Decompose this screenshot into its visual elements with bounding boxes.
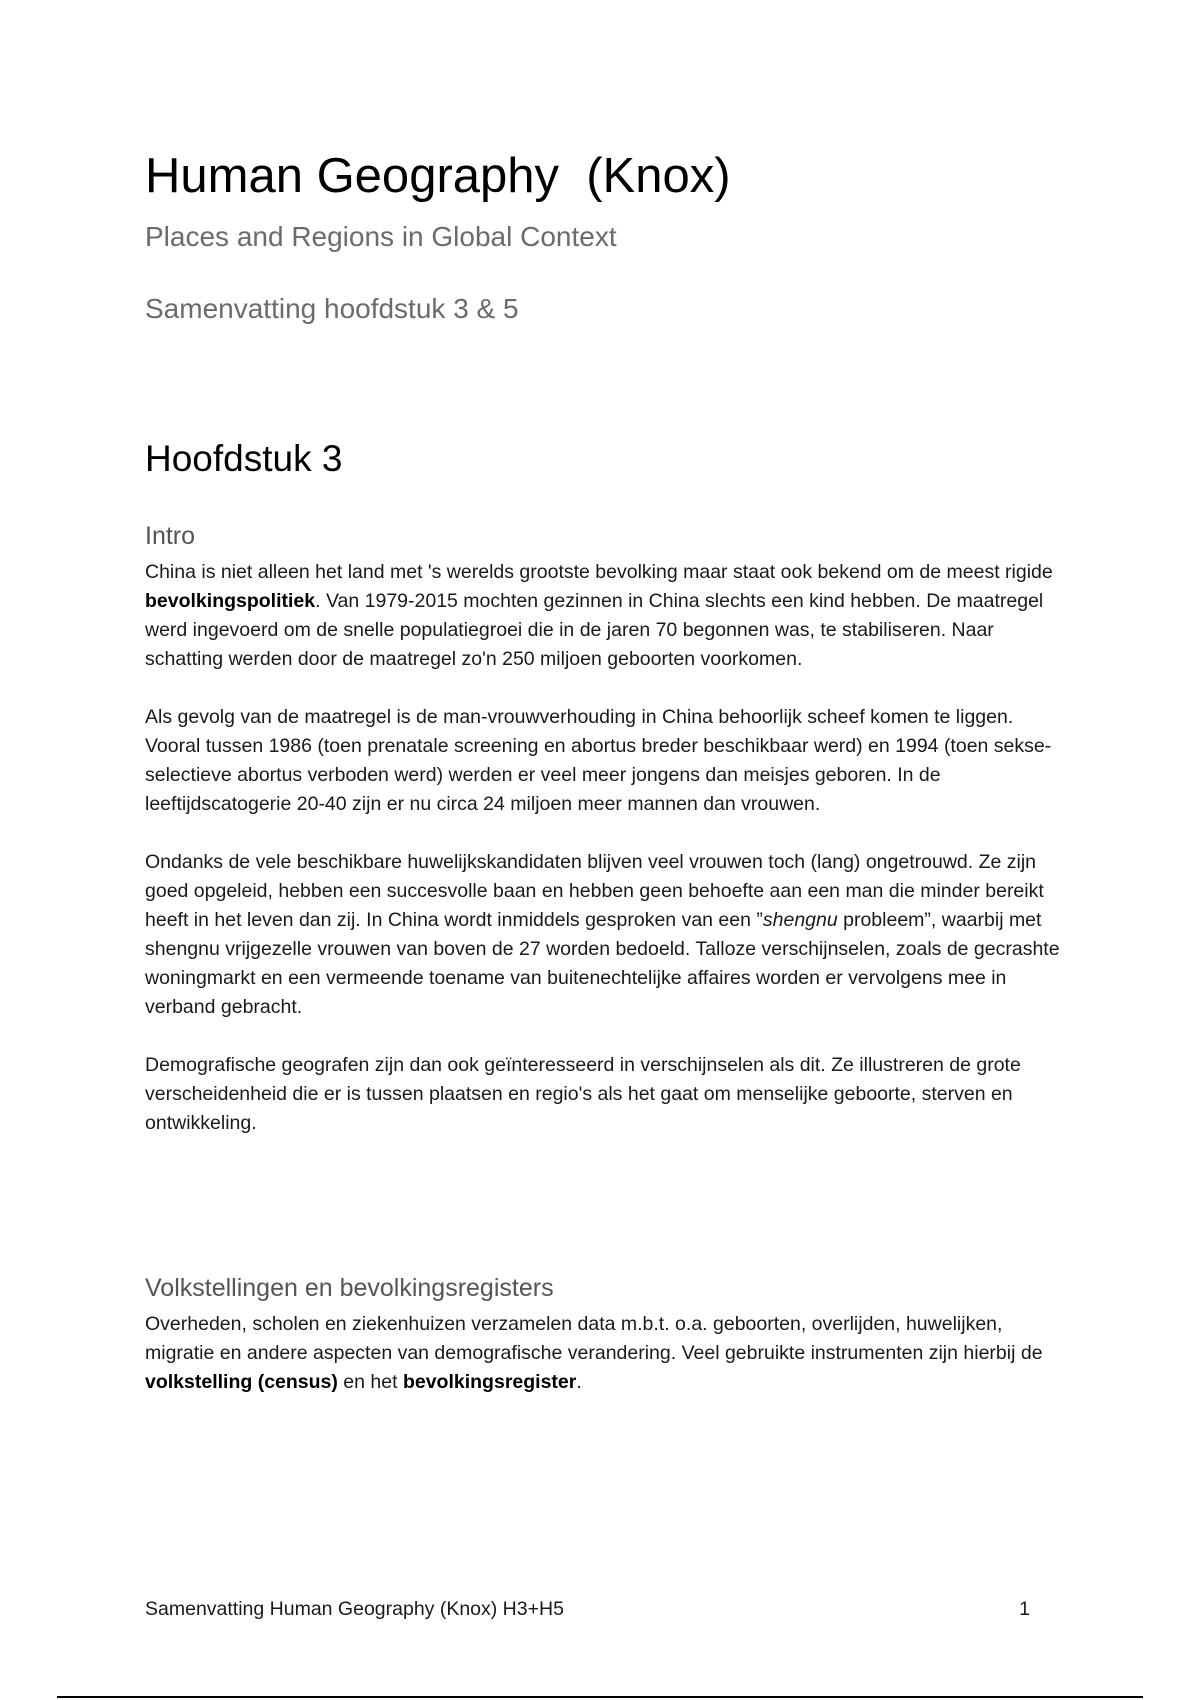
volkstellingen-heading: Volkstellingen en bevolkingsregisters — [145, 1274, 554, 1302]
text-run: probleem”, waarbij met shengnu vrijgezelle vrouwen van boven de 27 worden bedoeld. Talloze verschijnselen, zoals de gecrashte woningmarkt en een vermeende toename van buitenechtelijke affaires worden er vervolgens mee in verband gebracht. — [145, 909, 1060, 1018]
intro-paragraph-2: Als gevolg van de maatregel is de man-vrouwverhouding in China behoorlijk scheef komen te liggen. Vooral tussen 1986 (toen prenatale screening en abortus breder beschikbaar werd) en 1994 (toen sekse-selectieve abortus verboden werd) werden er veel meer jongens dan meisjes geboren. In de leeftijdscatogerie 20-40 zijn er nu circa 24 miljoen meer mannen dan vrouwen. — [145, 706, 1052, 815]
intro-section — [145, 520, 1065, 1167]
bold-term: bevolkingspolitiek — [145, 590, 316, 612]
bold-term: volkstelling (census) — [145, 1371, 338, 1393]
intro-paragraph-3 — [145, 848, 1065, 1022]
page-number: 1 — [1019, 1598, 1030, 1620]
intro-paragraph-1 — [145, 558, 1065, 674]
text-run: en het — [337, 1371, 403, 1393]
text-run: Ondanks de vele beschikbare huwelijkskandidaten blijven veel vrouwen toch (lang) ongetrouwd. Ze zijn goed opgeleid, hebben een succesvolle baan en hebben geen behoefte aan een man die minder bereikt heeft in het leven dan zij. In China wordt inmiddels gesproken van een ” — [145, 851, 1044, 931]
text-run: . — [576, 1371, 582, 1393]
chapter-heading: Hoofdstuk 3 — [145, 438, 343, 479]
volkstellingen-paragraph-1 — [145, 1310, 1065, 1397]
text-run: Overheden, scholen en ziekenhuizen verzamelen data m.b.t. o.a. geboorten, overlijden, huwelijken, migratie en andere aspecten van demografische verandering. Veel gebruikte instrumenten zijn hierbij de — [145, 1313, 1043, 1364]
volkstellingen-section — [145, 1272, 1065, 1397]
document-subtitle: Places and Regions in Global Context — [145, 221, 617, 252]
intro-heading: Intro — [145, 522, 196, 550]
footer-label: Samenvatting Human Geography (Knox) H3+H5 — [145, 1598, 564, 1620]
bold-term: bevolkingsregister — [402, 1371, 577, 1393]
document-title: Human Geography (Knox) — [145, 149, 731, 203]
text-run: China is niet alleen het land met 's werelds grootste bevolking maar staat ook bekend om de meest rigide — [145, 561, 1053, 583]
bottom-divider — [57, 1696, 1143, 1698]
text-run: . Van 1979-2015 mochten gezinnen in China slechts een kind hebben. De maatregel werd ingevoerd om de snelle populatiegroei die in de jaren 70 begonnen was, te stabiliseren. Naar schatting werden door de maatregel zo'n 250 miljoen geboorten voorkomen. — [145, 590, 1044, 670]
intro-paragraph-4: Demografische geografen zijn dan ook geïnteresseerd in verschijnselen als dit. Ze illustreren de grote verscheidenheid die er is tussen plaatsen en regio's als het gaat om menselijke geboorte, sterven en ontwikkeling. — [145, 1054, 1021, 1134]
document-page — [145, 0, 1065, 1700]
summary-label: Samenvatting hoofdstuk 3 & 5 — [145, 293, 519, 324]
italic-term: shengnu — [762, 909, 838, 931]
